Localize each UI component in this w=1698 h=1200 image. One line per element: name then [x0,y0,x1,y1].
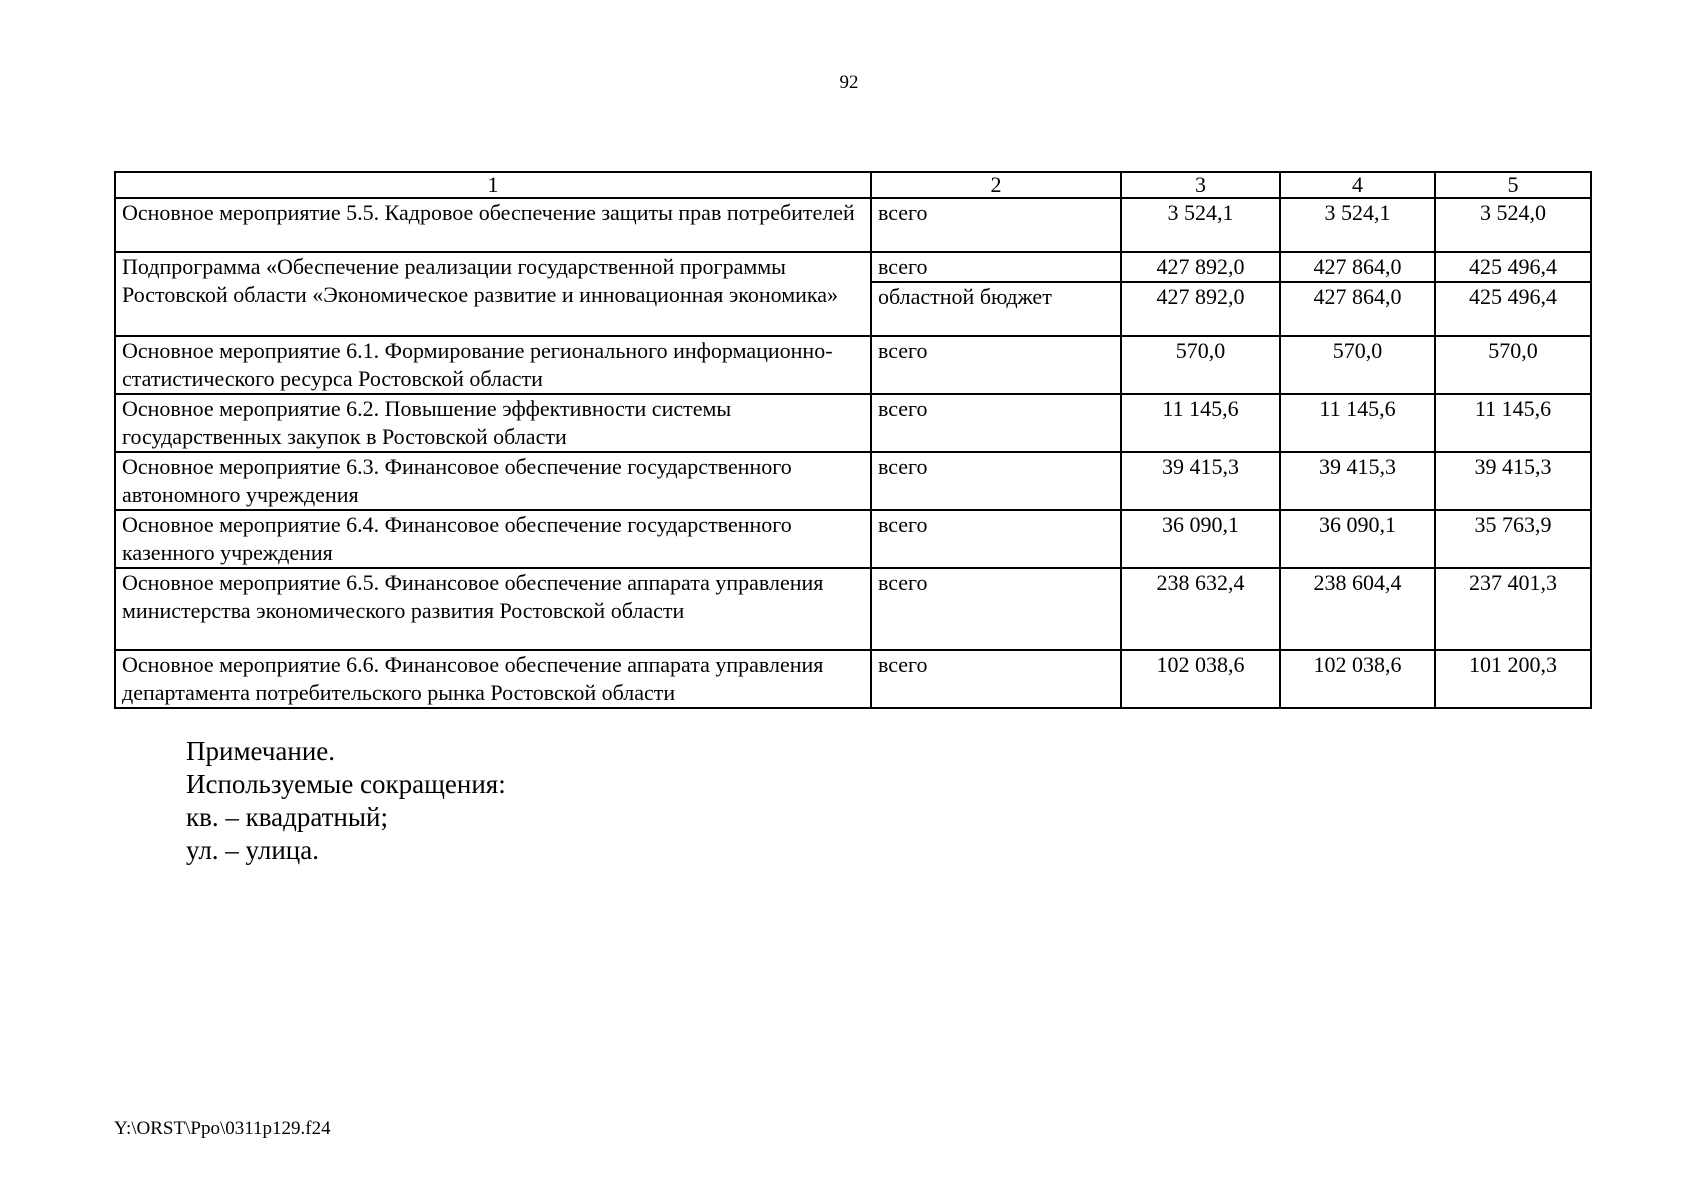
activity-name: Основное мероприятие 6.4. Финансовое обеспечение государственного казенного учреждения [115,510,871,568]
activity-name: Подпрограмма «Обеспечение реализации государственной программы Ростовской области «Экономическое развитие и инновационная экономика» [115,252,871,336]
notes-subtitle: Используемые сокращения: [186,769,506,799]
value-col4: 427 864,0 [1280,252,1435,282]
value-col5: 35 763,9 [1435,510,1591,568]
table-row [115,394,1591,452]
value-col3: 102 038,6 [1121,650,1280,708]
funding-category: всего [871,650,1121,708]
value-col3: 427 892,0 [1121,282,1280,336]
value-col5: 425 496,4 [1435,282,1591,336]
value-col4: 238 604,4 [1280,568,1435,650]
funding-category: всего [871,336,1121,394]
value-col5: 39 415,3 [1435,452,1591,510]
value-col4: 102 038,6 [1280,650,1435,708]
funding-category: всего [871,198,1121,252]
notes-block [186,735,506,867]
value-col3: 3 524,1 [1121,198,1280,252]
file-path-footer: Y:\ORST\Ppo\0311p129.f24 [114,1118,331,1139]
value-col3: 427 892,0 [1121,252,1280,282]
activity-name: Основное мероприятие 6.5. Финансовое обеспечение аппарата управления министерства экономического развития Ростовской области [115,568,871,650]
table-row [115,568,1591,650]
value-col4: 427 864,0 [1280,282,1435,336]
value-col4: 11 145,6 [1280,394,1435,452]
value-col5: 237 401,3 [1435,568,1591,650]
table-row [115,252,1591,282]
funding-category: всего [871,394,1121,452]
value-col3: 11 145,6 [1121,394,1280,452]
table-row [115,198,1591,252]
value-col5: 101 200,3 [1435,650,1591,708]
value-col4: 39 415,3 [1280,452,1435,510]
funding-category: всего [871,568,1121,650]
activity-name: Основное мероприятие 6.2. Повышение эффективности системы государственных закупок в Ростовской области [115,394,871,452]
value-col4: 36 090,1 [1280,510,1435,568]
value-col5: 11 145,6 [1435,394,1591,452]
table-row [115,452,1591,510]
table-row [115,510,1591,568]
table-header-row [115,172,1591,198]
value-col3: 36 090,1 [1121,510,1280,568]
abbreviation-item: ул. – улица. [186,835,319,865]
value-col3: 570,0 [1121,336,1280,394]
activity-name: Основное мероприятие 6.1. Формирование регионального информационно-статистического ресурса Ростовской области [115,336,871,394]
budget-table [114,171,1592,709]
table-row [115,336,1591,394]
value-col4: 570,0 [1280,336,1435,394]
funding-category: областной бюджет [871,282,1121,336]
header-cell: 4 [1280,172,1435,198]
value-col5: 425 496,4 [1435,252,1591,282]
value-col3: 39 415,3 [1121,452,1280,510]
value-col5: 3 524,0 [1435,198,1591,252]
activity-name: Основное мероприятие 6.3. Финансовое обеспечение государственного автономного учреждения [115,452,871,510]
funding-category: всего [871,510,1121,568]
activity-name: Основное мероприятие 6.6. Финансовое обеспечение аппарата управления департамента потребительского рынка Ростовской области [115,650,871,708]
funding-category: всего [871,452,1121,510]
abbreviation-item: кв. – квадратный; [186,802,388,832]
header-cell: 2 [871,172,1121,198]
funding-category: всего [871,252,1121,282]
activity-name: Основное мероприятие 5.5. Кадровое обеспечение защиты прав потребителей [115,198,871,252]
table-row [115,650,1591,708]
value-col4: 3 524,1 [1280,198,1435,252]
header-cell: 3 [1121,172,1280,198]
value-col3: 238 632,4 [1121,568,1280,650]
header-cell: 5 [1435,172,1591,198]
notes-title: Примечание. [186,736,336,766]
page-number: 92 [839,72,859,93]
value-col5: 570,0 [1435,336,1591,394]
header-cell: 1 [115,172,871,198]
